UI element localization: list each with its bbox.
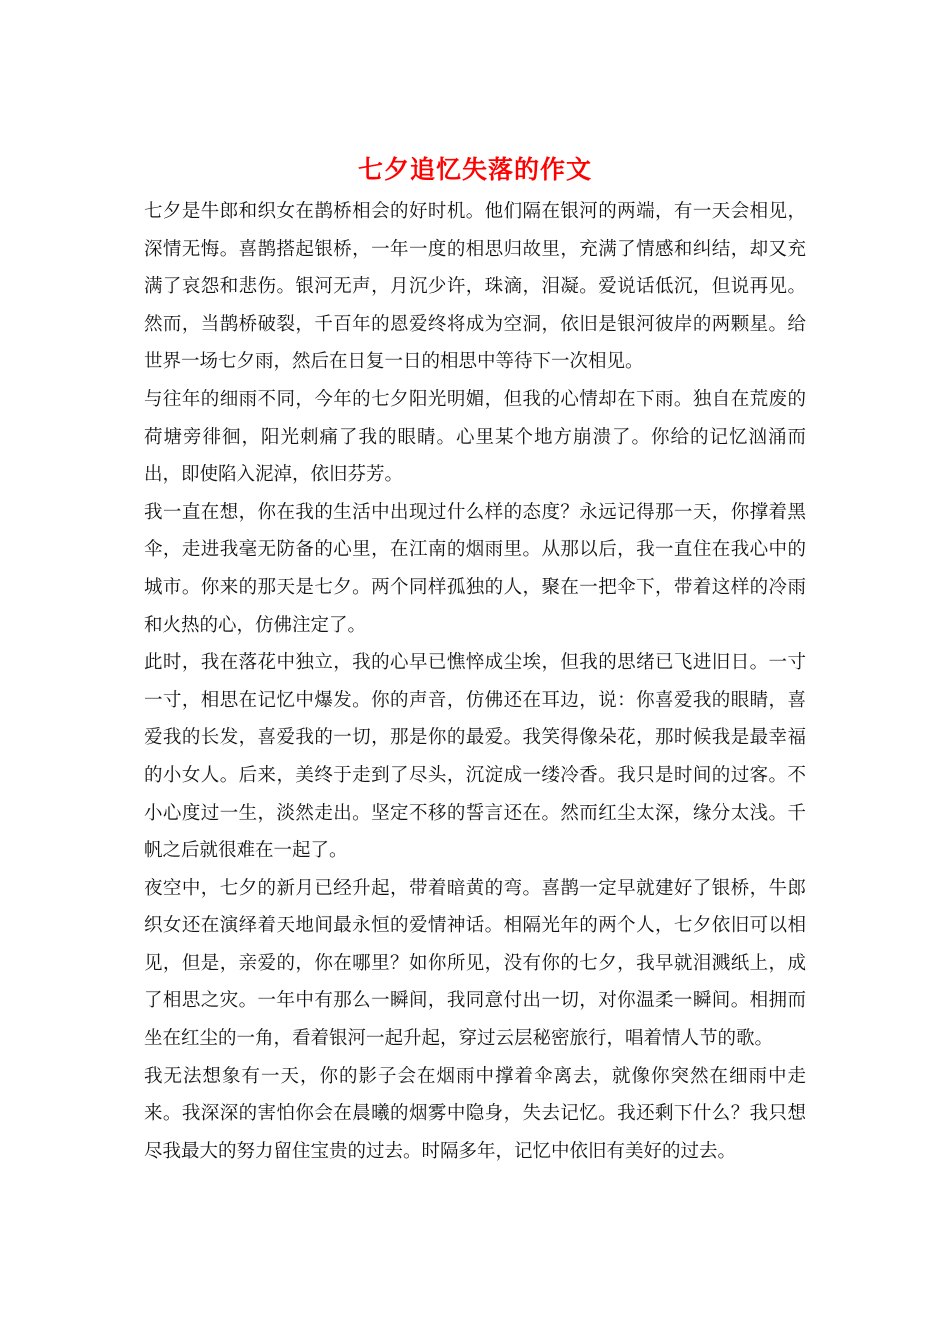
paragraph-6: 我无法想象有一天，你的影子会在烟雨中撑着伞离去，就像你突然在细雨中走来。我深深的害怕你会在晨曦的烟雾中隐身，失去记忆。我还剩下什么？我只想尽我最大的努力留住宝贵的过去。时隔多年，记忆中依旧有美好的过去。 xyxy=(144,1065,806,1162)
paragraph-5: 夜空中，七夕的新月已经升起，带着暗黄的弯。喜鹊一定早就建好了银桥，牛郎织女还在演绎着天地间最永恒的爱情神话。相隔光年的两个人，七夕依旧可以相见，但是，亲爱的，你在哪里？如你所见，没有你的七夕，我早就泪溅纸上，成了相思之灾。一年中有那么一瞬间，我同意付出一切，对你温柔一瞬间。相拥而坐在红尘的一角，看着银河一起升起，穿过云层秘密旅行，唱着情人节的歌。 xyxy=(144,877,806,1050)
paragraph-2: 与往年的细雨不同，今年的七夕阳光明媚，但我的心情却在下雨。独自在荒废的荷塘旁徘徊，阳光刺痛了我的眼睛。心里某个地方崩溃了。你给的记忆汹涌而出，即使陷入泥淖，依旧芬芳。 xyxy=(144,388,806,486)
paragraph-3: 我一直在想，你在我的生活中出现过什么样的态度？永远记得那一天，你撑着黑伞，走进我毫无防备的心里，在江南的烟雨里。从那以后，我一直住在我心中的城市。你来的那天是七夕。两个同样孤独的人，聚在一把伞下，带着这样的冷雨和火热的心，仿佛注定了。 xyxy=(144,501,806,636)
paragraph-4: 此时，我在落花中独立，我的心早已憔悴成尘埃，但我的思绪已飞进旧日。一寸一寸，相思在记忆中爆发。你的声音，仿佛还在耳边，说：你喜爱我的眼睛，喜爱我的长发，喜爱我的一切，那是你的最爱。我笑得像朵花，那时候我是最幸福的小女人。后来，美终于走到了尽头，沉淀成一缕冷香。我只是时间的过客。不小心度过一生，淡然走出。坚定不移的誓言还在。然而红尘太深，缘分太浅。千帆之后就很难在一起了。 xyxy=(144,652,806,862)
paragraph-1: 七夕是牛郎和织女在鹊桥相会的好时机。他们隔在银河的两端，有一天会相见，深情无悔。喜鹊搭起银桥，一年一度的相思归故里，充满了情感和纠结，却又充满了哀怨和悲伤。银河无声，月沉少许，珠滴，泪凝。爱说话低沉，但说再见。然而，当鹊桥破裂，千百年的恩爱终将成为空洞，依旧是银河彼岸的两颗星。给世界一场七夕雨，然后在日复一日的相思中等待下一次相见。 xyxy=(144,201,806,373)
document-body xyxy=(144,193,806,1170)
document-title: 七夕追忆失落的作文 xyxy=(357,155,592,184)
